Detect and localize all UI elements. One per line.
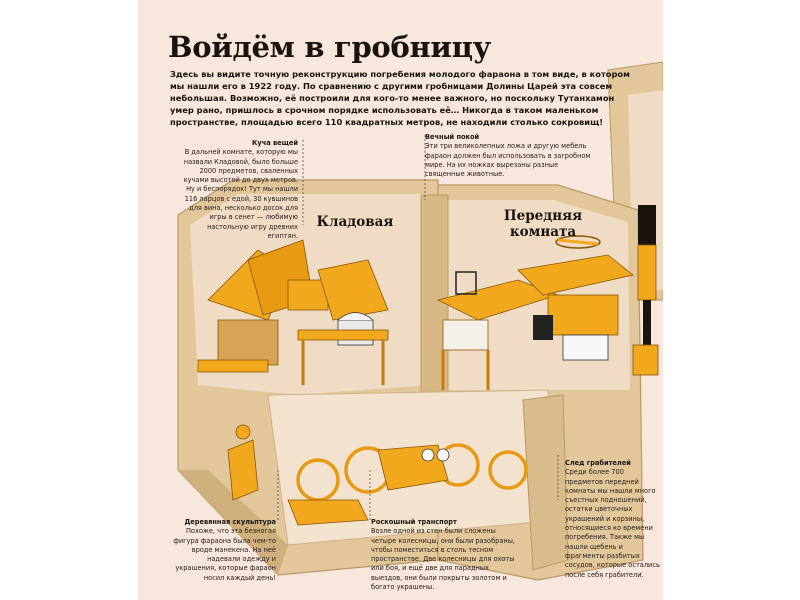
callout-text: Возле одной из стен были сложены четыре колесницы, они были разобраны, чтобы поместиться в столь тесном пространстве. Две колесницы для охоты или боя, и ещё две для парадных выездов, они были покрыты золотом и богато украшены. [371,527,516,592]
intro-paragraph: Здесь вы видите точную реконструкцию погребения молодого фараона в том виде, в котором мы нашли его в 1922 году. По сравнению с другими гробницами Долины Царей эта совсем небольшая. Возможно, её построили для кого-то менее важного, но поскольку Тутанхамон умер рано, пришлось в срочном порядке использовать её… Никогда в таком маленьком пространстве, площадью всего 110 квадратных метров, не находили столько сокровищ! [170,69,630,127]
callout-robbers [565,459,660,580]
callout-heading: Роскошный транспорт [371,518,457,526]
room-label-antechamber: Передняя комната [503,208,583,240]
callout-text: Среди более 700 предметов передней комнаты мы нашли много съестных подношений, остатки цветочных украшений и корзины, относящиеся ко времени погребения. Также мы нашли щебень и фрагменты разбитых сосудов, которые остались после себя грабители. [565,468,660,579]
callout-rest [425,133,595,179]
callout-sculpture [168,518,276,583]
callout-transport [371,518,521,592]
magazine-page [138,0,663,600]
page-title: Войдём в гробницу [168,30,492,64]
room-label-storage: Кладовая [316,214,394,230]
callout-heading: Вечный покой [425,133,480,141]
callout-text: Похоже, что эта безногая фигура фараона была чем-то вроде манекена. На неё надевали одежду и украшения, которые фараон носил каждый день! [173,527,276,582]
callout-heading: Деревянная скульптура [184,518,276,526]
callout-pile [178,139,298,241]
callout-text: Эти три великолепных ложа и другую мебель фараон должен был использовать в загробном мире. На их ножках вырезаны разные священные животные. [425,142,591,179]
callout-heading: Куча вещей [252,139,298,147]
callout-heading: След грабителей [565,459,631,467]
callout-text: В дальней комнате, которую мы назвали Кладовой, было больше 2000 предметов, сваленных кучами высотой до двух метров. Ну и беспорядок! Тут мы нашли 116 ларцов с едой, 30 кувшинов для вина, несколько досок для игры в сенет — любимую настольную игру древних египтян. [183,148,298,240]
